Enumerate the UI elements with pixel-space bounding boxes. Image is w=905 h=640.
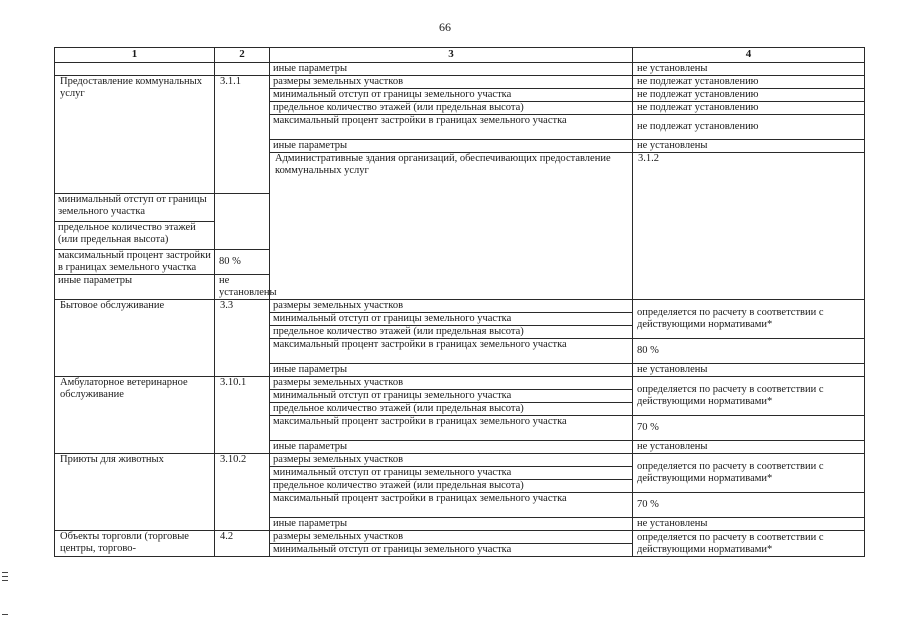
param-cell: иные параметры [270,518,633,531]
use-name-cell [55,63,215,76]
value-cell: 70 % [633,416,865,441]
value-cell: 70 % [633,493,865,518]
value-cell: 80 % [633,339,865,364]
param-cell: минимальный отступ от границы земельного участка [270,544,633,557]
value-cell: не подлежат установлению [633,102,865,115]
table-row [55,377,865,390]
column-header: 3 [270,48,633,63]
param-cell: иные параметры [270,364,633,377]
param-cell: минимальный отступ от границы земельного участка [270,390,633,403]
margin-mark [2,576,8,577]
code-cell: 3.10.1 [215,377,270,454]
code-cell: 4.2 [215,531,270,557]
param-cell: минимальный отступ от границы земельного участка [270,467,633,480]
value-cell: не подлежат установлению [633,76,865,89]
param-cell: размеры земельных участков [270,377,633,390]
margin-mark [2,572,8,573]
table-header-row [55,48,865,63]
param-cell: предельное количество этажей (или предельная высота) [270,480,633,493]
table-row [55,300,865,313]
param-cell: максимальный процент застройки в границах земельного участка [270,339,633,364]
param-cell: предельное количество этажей (или предельная высота) [270,102,633,115]
value-cell: не установлены [633,441,865,454]
regulation-table [54,47,865,557]
table-row [55,63,865,76]
margin-mark [2,580,8,581]
param-cell: минимальный отступ от границы земельного участка [270,313,633,326]
column-header: 4 [633,48,865,63]
code-cell: 3.1.2 [633,153,865,300]
value-cell: не подлежат установлению [633,89,865,102]
param-cell: размеры земельных участков [270,531,633,544]
value-cell: не подлежат установлению [633,115,865,140]
value-cell: определяется по расчету в соответствии с действующими нормативами* [633,531,865,557]
param-cell: максимальный процент застройки в границах земельного участка [55,250,215,275]
column-header: 2 [215,48,270,63]
use-name-cell: Административные здания организаций, обеспечивающих предоставление коммунальных услуг [270,153,633,300]
param-cell: предельное количество этажей (или предельная высота) [270,403,633,416]
param-cell: размеры земельных участков [270,454,633,467]
value-cell: определяется по расчету в соответствии с действующими нормативами* [633,377,865,416]
use-name-cell: Предоставление коммунальных услуг [55,76,215,194]
use-name-cell: Амбулаторное ветеринарное обслуживание [55,377,215,454]
code-cell: 3.1.1 [215,76,270,194]
value-cell: не установлены [633,364,865,377]
table-row [55,76,865,89]
table-row [55,531,865,544]
value-cell: не установлены [633,63,865,76]
value-cell: 80 % [215,250,270,275]
param-cell: максимальный процент застройки в границах земельного участка [270,416,633,441]
use-name-cell: Приюты для животных [55,454,215,531]
table-row [55,454,865,467]
param-cell: максимальный процент застройки в границах земельного участка [270,493,633,518]
code-cell: 3.3 [215,300,270,377]
param-cell: предельное количество этажей (или предельная высота) [55,222,215,250]
value-cell: определяется по расчету в соответствии с действующими нормативами* [633,300,865,339]
use-name-cell: Объекты торговли (торговые центры, торгово- [55,531,215,557]
param-cell: минимальный отступ от границы земельного участка [270,89,633,102]
param-cell: иные параметры [270,140,633,153]
value-cell: не установлены [215,275,270,300]
value-cell: не установлены [633,140,865,153]
margin-mark [2,614,8,615]
param-cell: размеры земельных участков [270,76,633,89]
column-header: 1 [55,48,215,63]
value-cell: не установлены [633,518,865,531]
param-cell: иные параметры [270,441,633,454]
param-cell: иные параметры [270,63,633,76]
code-cell: 3.10.2 [215,454,270,531]
page-number: 66 [439,20,451,34]
code-cell [215,63,270,76]
param-cell: максимальный процент застройки в границах земельного участка [270,115,633,140]
param-cell: иные параметры [55,275,215,300]
param-cell: минимальный отступ от границы земельного участка [55,194,215,222]
param-cell: предельное количество этажей (или предельная высота) [270,326,633,339]
use-name-cell: Бытовое обслуживание [55,300,215,377]
value-cell: определяется по расчету в соответствии с действующими нормативами* [633,454,865,493]
param-cell: размеры земельных участков [270,300,633,313]
